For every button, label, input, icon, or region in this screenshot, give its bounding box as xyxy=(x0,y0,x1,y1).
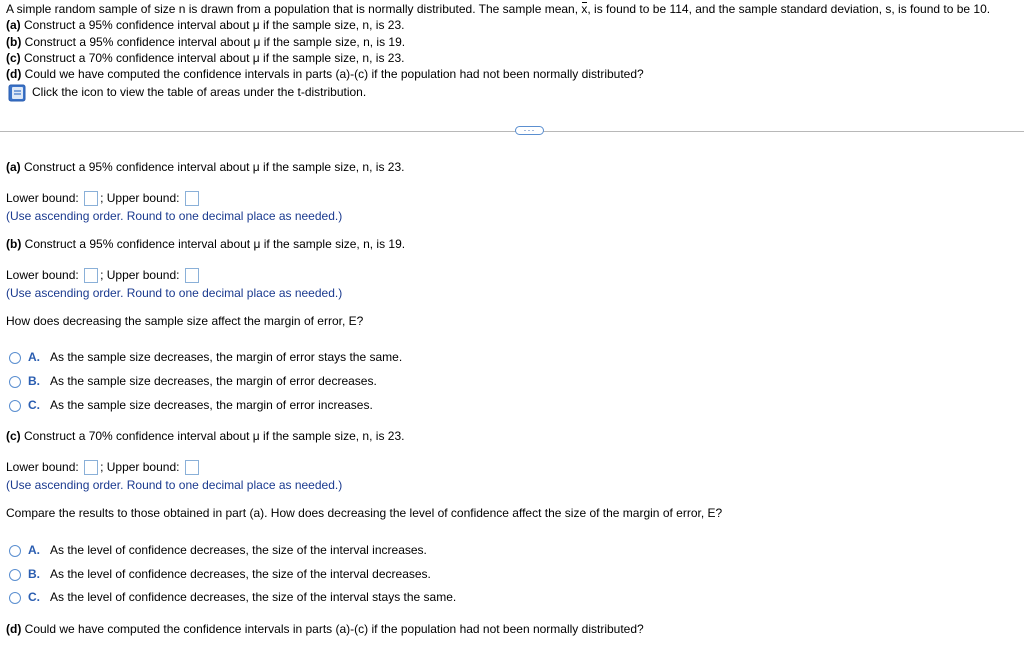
book-icon[interactable] xyxy=(8,84,26,102)
part-text: Construct a 95% confidence interval about μ if the sample size, n, is 23. xyxy=(20,18,405,32)
part-b-hint: (Use ascending order. Round to one decimal place as needed.) xyxy=(6,286,343,300)
part-label: (c) xyxy=(6,51,21,65)
upper-bound-label: ; Upper bound: xyxy=(100,191,183,205)
option-letter: B. xyxy=(28,567,40,581)
option-text: As the sample size decreases, the margin of error stays the same. xyxy=(50,350,403,364)
upper-bound-label: ; Upper bound: xyxy=(100,268,183,282)
t-table-link-text: Click the icon to view the table of areas under the t-distribution. xyxy=(32,85,367,99)
option-letter: A. xyxy=(28,543,40,557)
part-c-hint: (Use ascending order. Round to one decimal place as needed.) xyxy=(6,478,343,492)
upper-bound-label: ; Upper bound: xyxy=(100,460,183,474)
option-text: As the sample size decreases, the margin of error decreases. xyxy=(50,374,377,388)
intro-text-2: , is found to be 114, and the sample standard deviation, s, is found to be 10. xyxy=(587,2,991,16)
section-divider xyxy=(0,131,1024,132)
problem-part-a xyxy=(6,18,404,32)
part-b-option-b[interactable] xyxy=(9,374,377,388)
radio-button[interactable] xyxy=(9,569,21,581)
lower-bound-label: Lower bound: xyxy=(6,191,83,205)
option-text: As the level of confidence decreases, the size of the interval increases. xyxy=(50,543,427,557)
part-a-bounds xyxy=(6,190,201,207)
part-text: Construct a 70% confidence interval about μ if the sample size, n, is 23. xyxy=(20,51,405,65)
part-text: Could we have computed the confidence intervals in parts (a)-(c) if the population had not been normally distributed? xyxy=(21,622,644,636)
option-text: As the sample size decreases, the margin of error increases. xyxy=(50,398,373,412)
part-b-lower-input[interactable] xyxy=(84,268,98,283)
part-c-heading xyxy=(6,429,404,443)
problem-part-c xyxy=(6,51,404,65)
problem-part-b xyxy=(6,35,405,49)
part-b-option-a[interactable] xyxy=(9,350,402,364)
intro-text-1: A simple random sample of size n is drawn from a population that is normally distributed. The sample mean, xyxy=(6,2,582,16)
part-a-hint: (Use ascending order. Round to one decimal place as needed.) xyxy=(6,209,343,223)
radio-button[interactable] xyxy=(9,376,21,388)
part-c-option-a[interactable] xyxy=(9,543,427,557)
part-c-lower-input[interactable] xyxy=(84,460,98,475)
part-c-option-b[interactable] xyxy=(9,567,431,581)
part-c-upper-input[interactable] xyxy=(185,460,199,475)
part-text: Construct a 95% confidence interval about μ if the sample size, n, is 19. xyxy=(21,35,406,49)
option-text: As the level of confidence decreases, the size of the interval stays the same. xyxy=(50,590,457,604)
part-label: (b) xyxy=(6,237,22,251)
part-d-heading xyxy=(6,622,644,636)
part-label: (d) xyxy=(6,67,22,81)
part-label: (b) xyxy=(6,35,22,49)
lower-bound-label: Lower bound: xyxy=(6,268,83,282)
part-b-bounds xyxy=(6,267,201,284)
radio-button[interactable] xyxy=(9,545,21,557)
part-a-lower-input[interactable] xyxy=(84,191,98,206)
part-label: (a) xyxy=(6,18,21,32)
problem-intro xyxy=(6,2,990,16)
part-text: Construct a 95% confidence interval about μ if the sample size, n, is 23. xyxy=(20,160,405,174)
option-letter: B. xyxy=(28,374,40,388)
part-c-question: Compare the results to those obtained in part (a). How does decreasing the level of confidence affect the size of the margin of error, E? xyxy=(6,506,723,520)
part-b-heading xyxy=(6,237,405,251)
part-a-upper-input[interactable] xyxy=(185,191,199,206)
part-text: Could we have computed the confidence intervals in parts (a)-(c) if the population had not been normally distributed? xyxy=(21,67,644,81)
part-text: Construct a 70% confidence interval about μ if the sample size, n, is 23. xyxy=(20,429,405,443)
part-b-upper-input[interactable] xyxy=(185,268,199,283)
option-text: As the level of confidence decreases, the size of the interval decreases. xyxy=(50,567,431,581)
expand-collapse-button[interactable]: ··· xyxy=(515,126,544,135)
part-b-option-c[interactable] xyxy=(9,398,373,412)
part-c-option-c[interactable] xyxy=(9,590,456,604)
radio-button[interactable] xyxy=(9,352,21,364)
part-text: Construct a 95% confidence interval about μ if the sample size, n, is 19. xyxy=(21,237,406,251)
xbar-symbol: x xyxy=(581,2,588,16)
part-label: (d) xyxy=(6,622,22,636)
radio-button[interactable] xyxy=(9,400,21,412)
part-c-bounds xyxy=(6,459,201,476)
part-label: (c) xyxy=(6,429,21,443)
lower-bound-label: Lower bound: xyxy=(6,460,83,474)
option-letter: A. xyxy=(28,350,40,364)
part-label: (a) xyxy=(6,160,21,174)
part-a-heading xyxy=(6,160,404,174)
option-letter: C. xyxy=(28,398,40,412)
option-letter: C. xyxy=(28,590,40,604)
part-b-question: How does decreasing the sample size affect the margin of error, E? xyxy=(6,314,364,328)
problem-part-d xyxy=(6,67,644,81)
t-table-link-row xyxy=(8,83,366,102)
radio-button[interactable] xyxy=(9,592,21,604)
